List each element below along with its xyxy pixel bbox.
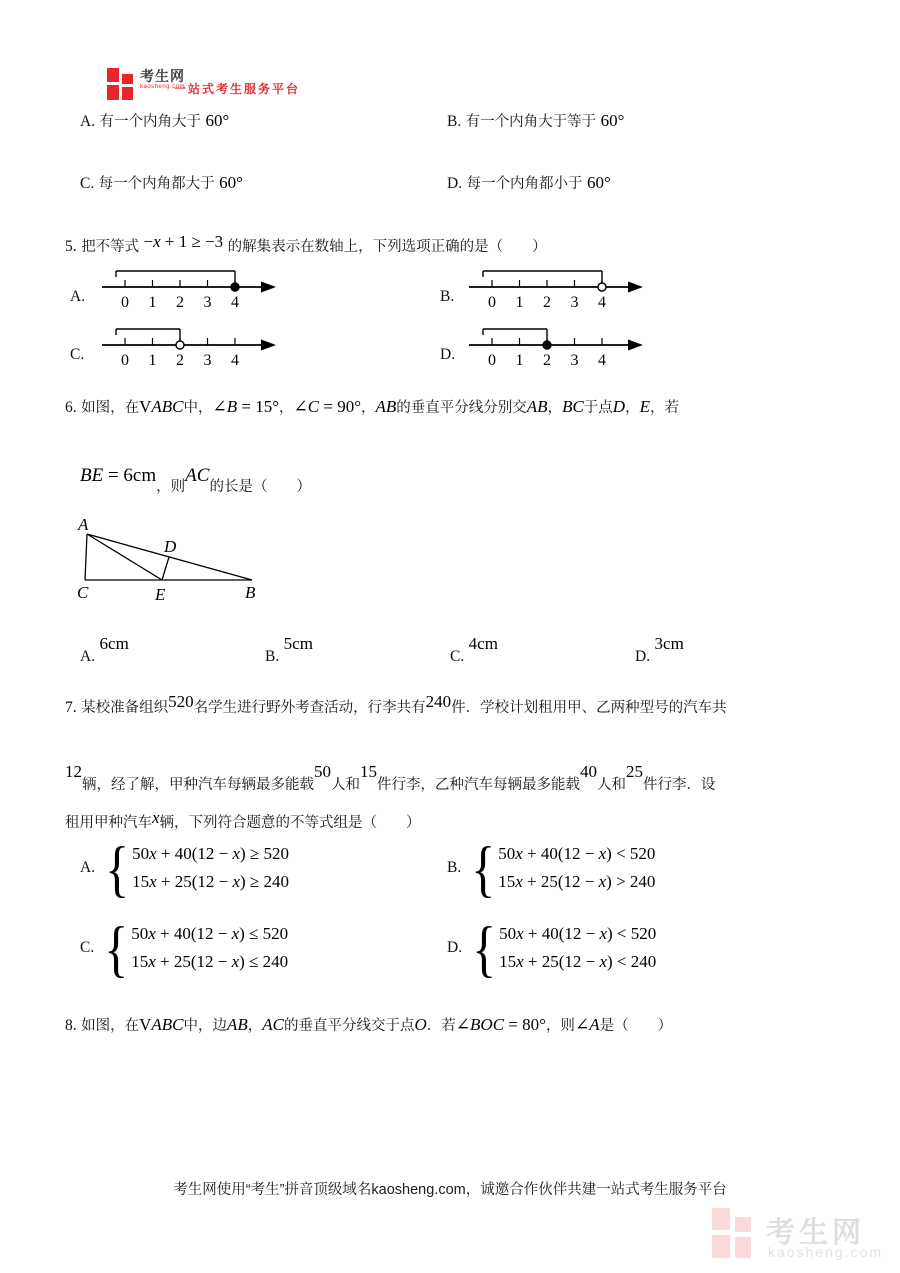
svg-text:3: 3	[570, 352, 579, 369]
svg-text:2: 2	[543, 352, 551, 369]
stem-text: 的解集表示在数轴上，下列选项正确的是（ ）	[227, 239, 547, 255]
stem-math: ∠C = 90°	[293, 397, 361, 416]
inequality-line: 15x + 25(12 − x) ≤ 240	[131, 952, 289, 971]
stem-text: 的垂直平分线交于点	[284, 1018, 415, 1034]
stem-math: VABC	[139, 397, 184, 416]
q4-option-c	[80, 172, 243, 193]
stem-text: 如图，在	[81, 400, 140, 416]
watermark-domain: kaosheng.com	[768, 1244, 884, 1260]
stem-math: AC	[262, 1015, 284, 1034]
svg-text:4: 4	[598, 294, 606, 311]
svg-text:1: 1	[515, 294, 524, 311]
stem-text: ，则	[156, 479, 186, 495]
stem-math: AC	[185, 465, 210, 486]
option-label: D.	[447, 175, 463, 192]
q6-option-c	[450, 634, 498, 666]
stem-math: ∠A	[574, 1015, 600, 1034]
vertex-label-e: E	[155, 585, 166, 604]
stem-math: O	[414, 1015, 427, 1034]
stem-text: 件．学校计划租用甲、乙两种型号的汽车共	[451, 700, 727, 716]
stem-number: 15	[360, 762, 377, 781]
svg-text:2: 2	[176, 294, 184, 311]
svg-text:2: 2	[176, 352, 184, 369]
stem-text: ，	[361, 400, 376, 416]
vertex-label-a: A	[78, 515, 89, 534]
q4-option-b	[447, 110, 624, 131]
stem-number: 50	[314, 762, 331, 781]
option-value: 3cm	[654, 634, 684, 653]
q6-option-a	[80, 634, 129, 666]
stem-text: 于点	[583, 400, 613, 416]
option-value: 5cm	[283, 634, 313, 653]
stem-text: 的垂直平分线分别交	[396, 400, 527, 416]
stem-text: 把不等式	[81, 239, 140, 255]
q6-option-d	[635, 634, 684, 666]
stem-number: 240	[425, 692, 452, 711]
stem-text: 人和	[331, 777, 360, 793]
question-number: 8.	[65, 1017, 77, 1034]
option-text: 每一个内角都小于	[466, 176, 583, 192]
svg-text:4: 4	[231, 352, 239, 369]
option-value: 6cm	[99, 634, 129, 653]
svg-text:4: 4	[598, 352, 606, 369]
option-text: 有一个内角大于等于	[465, 114, 597, 130]
numberline-label-d: D.	[440, 346, 456, 363]
q7-option-b	[447, 833, 656, 903]
stem-text: 是（ ）	[599, 1018, 673, 1034]
inequality-line: 15x + 25(12 − x) > 240	[498, 872, 656, 891]
q7-stem-line2	[65, 762, 716, 794]
inequality-line: 50x + 40(12 − x) < 520	[498, 844, 656, 863]
watermark-logo-icon	[712, 1208, 754, 1258]
stem-math: ∠B = 15°	[212, 397, 280, 416]
inequality-line: 15x + 25(12 − x) ≥ 240	[132, 872, 290, 891]
stem-math: AB	[375, 397, 397, 416]
question-number: 7.	[65, 699, 77, 716]
stem-number: 40	[580, 762, 597, 781]
question-number: 5.	[65, 238, 77, 255]
kaosheng-logo-icon	[107, 68, 135, 100]
numberline-label-a: A.	[70, 288, 86, 305]
q7-option-a	[80, 833, 290, 903]
stem-text: ，	[625, 400, 640, 416]
option-label: D.	[635, 648, 651, 665]
inequality-line: 50x + 40(12 − x) ≥ 520	[132, 844, 290, 863]
svg-text:0: 0	[488, 352, 496, 369]
q6-option-b	[265, 634, 313, 666]
option-label: B.	[447, 113, 462, 130]
stem-math: BC	[562, 397, 584, 416]
question-number: 6.	[65, 399, 77, 416]
svg-text:0: 0	[121, 352, 129, 369]
stem-text: 租用甲种汽车	[65, 815, 152, 831]
option-label: A.	[80, 859, 96, 876]
brand-tagline: 一站式考生服务平台	[174, 82, 301, 96]
stem-text: ，则	[545, 1018, 575, 1034]
stem-math: −x + 1 ≥ −3	[143, 232, 224, 251]
option-math: 60°	[586, 173, 611, 192]
svg-text:1: 1	[148, 352, 157, 369]
option-label: B.	[265, 648, 280, 665]
vertex-label-d: D	[164, 537, 177, 556]
option-label: D.	[447, 939, 463, 956]
numberline-option-d	[467, 323, 647, 369]
option-math: 60°	[600, 111, 625, 130]
svg-text:2: 2	[543, 294, 551, 311]
stem-text: 辆，下列符合题意的不等式组是（ ）	[159, 815, 421, 831]
stem-math: AB	[226, 1015, 248, 1034]
stem-math: AB	[526, 397, 548, 416]
brand-name: 考生网	[140, 68, 185, 84]
stem-math: E	[639, 397, 650, 416]
stem-text: ．若	[426, 1018, 456, 1034]
option-math: 60°	[219, 173, 243, 192]
numberline-option-b	[467, 265, 647, 311]
option-text: 每一个内角都大于	[98, 176, 215, 192]
q7-stem-line1	[65, 692, 727, 717]
stem-math: x	[152, 808, 160, 827]
q6-stem-line2	[80, 465, 311, 496]
numberline-option-c	[100, 323, 280, 369]
svg-text:1: 1	[148, 294, 157, 311]
stem-math: D	[612, 397, 626, 416]
watermark-brand: 考生网	[766, 1217, 866, 1249]
vertex-label-b: B	[245, 583, 256, 602]
option-label: C.	[450, 648, 465, 665]
q8-stem	[65, 1014, 672, 1035]
stem-text: 中，边	[183, 1018, 227, 1034]
numberline-label-b: B.	[440, 288, 455, 305]
svg-text:3: 3	[203, 294, 212, 311]
stem-text: 名学生进行野外考查活动，行李共有	[193, 700, 426, 716]
svg-text:3: 3	[203, 352, 212, 369]
brand-domain: kaosheng.com	[140, 84, 186, 90]
q7-option-c	[80, 913, 289, 983]
stem-text: ，	[279, 400, 294, 416]
stem-text: 的长是（ ）	[209, 479, 311, 495]
vertex-label-c: C	[77, 583, 89, 602]
stem-text: 人和	[597, 777, 626, 793]
q6-stem-line1	[65, 396, 679, 417]
option-math: 60°	[205, 111, 230, 130]
option-label: A.	[80, 648, 96, 665]
q4-option-a	[80, 110, 229, 131]
left-brace: {	[105, 833, 130, 903]
stem-math: ∠BOC = 80°	[455, 1015, 546, 1034]
svg-text:3: 3	[570, 294, 579, 311]
stem-number: 25	[626, 762, 643, 781]
q5-stem	[65, 232, 547, 256]
inequality-line: 50x + 40(12 − x) < 520	[499, 924, 657, 943]
numberline-label-c: C.	[70, 346, 85, 363]
stem-text: ，	[247, 1018, 263, 1034]
stem-text: 中，	[183, 400, 213, 416]
svg-text:4: 4	[231, 294, 239, 311]
option-label: C.	[80, 175, 95, 192]
stem-text: 件行李，乙种汽车每辆最多能载	[377, 777, 580, 793]
stem-text: ，若	[649, 400, 679, 416]
svg-text:1: 1	[515, 352, 524, 369]
q4-option-d	[447, 172, 611, 193]
left-brace: {	[471, 833, 496, 903]
inequality-line: 15x + 25(12 − x) < 240	[499, 952, 657, 971]
svg-text:0: 0	[488, 294, 496, 311]
stem-text: ，	[547, 400, 563, 416]
option-value: 4cm	[468, 634, 498, 653]
left-brace: {	[472, 913, 497, 983]
inequality-line: 50x + 40(12 − x) ≤ 520	[131, 924, 289, 943]
option-label: B.	[447, 859, 462, 876]
option-label: C.	[80, 939, 95, 956]
footer-note: 考生网使用“考生”拼音顶级域名kaosheng.com，诚邀合作伙伴共建一站式考生服务平台	[173, 1182, 727, 1198]
stem-text: 某校准备组织	[81, 700, 169, 716]
q6-triangle-figure	[76, 514, 276, 606]
stem-number: 520	[168, 692, 194, 711]
q7-stem-line3	[65, 808, 421, 832]
svg-text:0: 0	[121, 294, 129, 311]
stem-math: BE = 6cm	[80, 465, 157, 486]
stem-text: 辆，经了解，甲种汽车每辆最多能载	[82, 777, 314, 793]
stem-text: 如图，在	[81, 1018, 140, 1034]
option-label: A.	[80, 113, 96, 130]
stem-number: 12	[65, 762, 82, 781]
numberline-option-a	[100, 265, 280, 311]
option-text: 有一个内角大于	[99, 114, 202, 130]
left-brace: {	[104, 913, 129, 983]
stem-text: 件行李．设	[643, 777, 716, 793]
stem-math: VABC	[139, 1015, 184, 1034]
q7-option-d	[447, 913, 657, 983]
